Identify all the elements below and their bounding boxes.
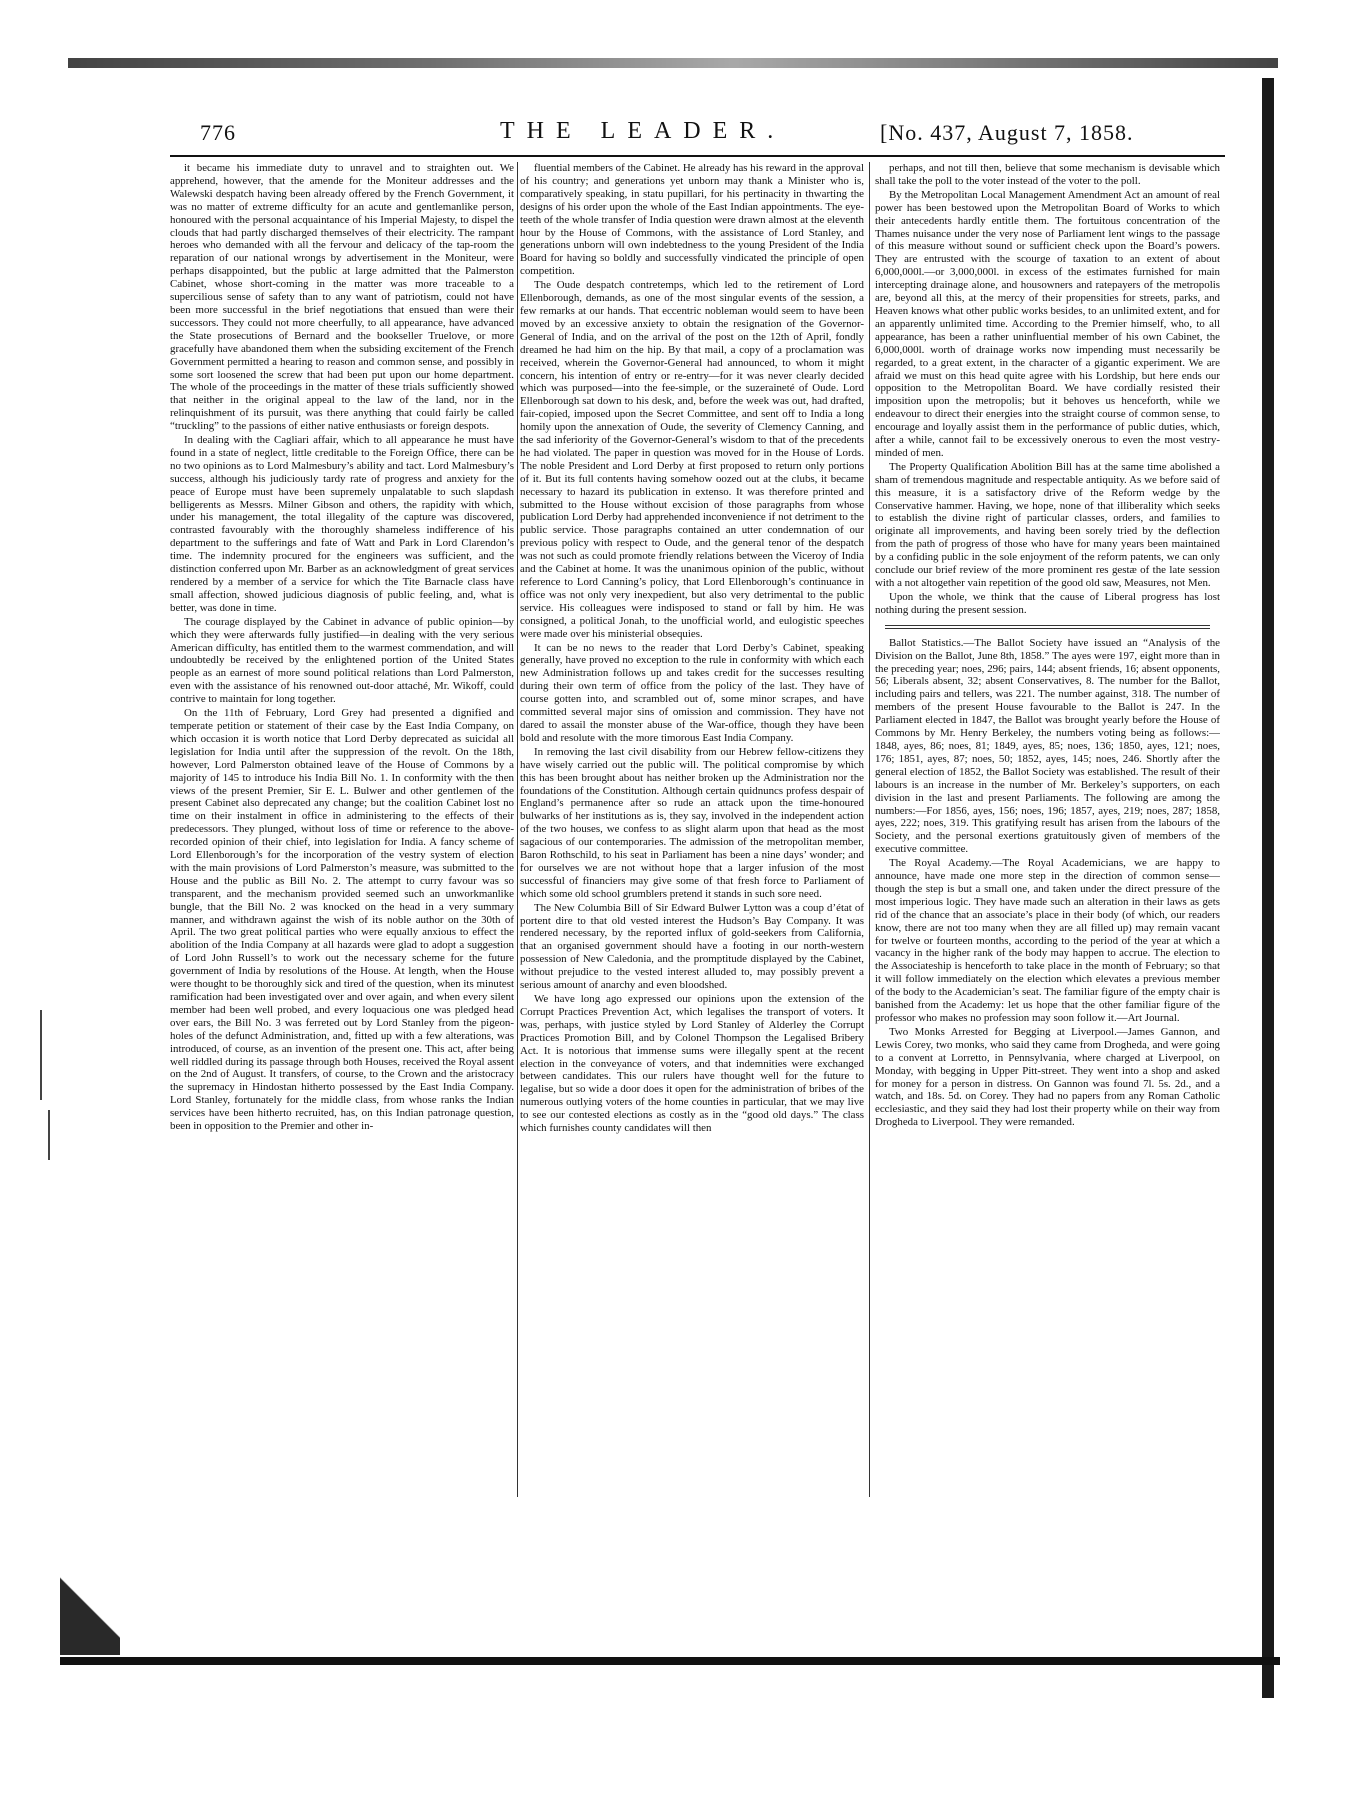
news-item: Two Monks Arrested for Begging at Liverpool.—James Gannon, and Lewis Corey, two monks, who said they came from Drogheda, and were going to a convent at Lorretto, in Pennsylvania, where charged at Liverpool, on Monday, with begging in Upper Pitt-street. They went into a shop and asked for money for a person in distress. On Gannon was found 7l. 5s. 2d., and a watch, and 18s. 5d. on Corey. They had no papers from any Roman Catholic ecclesiastic, and they said they had lost their property while on their way from Drogheda to Liverpool. They were remanded.	[875, 1025, 1220, 1129]
issue-info: [No. 437, August 7, 1858.	[880, 120, 1134, 145]
paragraph: perhaps, and not till then, believe that some mechanism is devisable which shall take the poll to the voter instead of the voter to the poll.	[875, 162, 1220, 187]
paragraph: In removing the last civil disability from our Hebrew fellow-citizens they have wisely carried out the public will. The political compromise by which this has been brought about has neither broken up the Administration nor the foundations of the Constitution. Although certain quidnuncs profess despair of England’s permanence after so rude an attack upon the time-honoured bulwarks of her institutions as is, they say, involved in the independent action of the two houses, we confess to as slight alarm upon that head as the most sagacious of our contemporaries. The admission of the metropolitan member, Baron Rothschild, to his seat in Parliament has been a nine days’ wonder; and for ourselves we are not without hope that a larger infusion of the most successful of financiers may give some of that fresh force to Parliament of which some old school grumblers pretend it stands in such sore need.	[520, 745, 864, 900]
margin-pencil-mark	[48, 1110, 50, 1160]
page-number: 776	[200, 120, 236, 145]
header-rule	[170, 155, 1225, 157]
paragraph: The courage displayed by the Cabinet in advance of public opinion—by which they were afterwards fully justified—in dealing with the very serious American difficulty, has entitled them to the warmest commendation, and will undoubtedly be received by the enlightened portion of the United States people as an earnest of more sound political relations than Lord Palmerston, even with the assistance of his renowned out-door attaché, Mr. Wikoff, could contrive to maintain for long together.	[170, 615, 514, 706]
column-1	[170, 162, 514, 1502]
column-divider	[869, 162, 870, 1497]
news-item: The Royal Academy.—The Royal Academicians, we are happy to announce, have made one more step in the direction of common sense—though the step is but a small one, and taken under the direct pressure of the most imperious logic. They have made such an alteration in their laws as gets rid of the chance that an associate’s place in their body (of which, our readers know, there are not too many when they are all filled up) may remain vacant for twelve or fourteen months, according to the period of the year at which a vacancy in the higher rank of the body may happen to accrue. The election to the Associateship is henceforth to take place in the month of February; so that it will follow immediately on the election which elevates a previous member of the body to the Academician’s seat. The familiar figure of the empty chair is banished from the Academy: let us hope that the other familiar figure of the professor who makes no profession may soon follow it.—Art Journal.	[875, 857, 1220, 1024]
column-divider	[517, 162, 518, 1497]
paragraph: It can be no news to the reader that Lord Derby’s Cabinet, speaking generally, have proved no exception to the rule in conformity with which each new Administration follows up and takes credit for the successes resulting during their own term of office from the policy of the last. They have of course gotten into, and scrambled out of, some minor scrapes, and have committed several major sins of omission and commission. They have not dared to assail the monster abuse of the War-office, though they have been bold and resolute with the more timorous East India Company.	[520, 641, 864, 744]
section-divider	[885, 625, 1210, 629]
right-page-edge	[1262, 78, 1274, 1698]
paragraph: In dealing with the Cagliari affair, which to all appearance he must have found in a state of neglect, little creditable to the Foreign Office, there can be no two opinions as to Lord Malmesbury’s ability and tact. Lord Malmesbury’s success, although his judiciously tardy rate of progress and anxiety for the peace of Europe must have been supremely unpalatable to such slapdash belligerents as Messrs. Milner Gibson and others, the rapidity with which, under his management, the total illegality of the capture was discovered, contrasted favourably with the thoroughly shameless indifference of his department to the sufferings and fate of Watt and Park in Lord Clarendon’s time. The indemnity procured for the engineers was sufficient, and the distinction conferred upon Mr. Barber as an acknowledgment of great services rendered by a member of a service for which the Tite Barnacle class have small affection, showed judicious diagnosis of public feeling, and, what is better, was done in time.	[170, 434, 514, 614]
paragraph: On the 11th of February, Lord Grey had presented a dignified and temperate petition or statement of their case by the East India Company, on which occasion it is worth notice that Lord Derby deprecated as suicidal all legislation for India until after the suppression of the revolt. On the 18th, however, Lord Palmerston obtained leave of the House of Commons by a majority of 145 to introduce his India Bill No. 1. In conformity with the then views of the present Premier, Sir E. L. Bulwer and other gentlemen of the present Cabinet also deprecated any change; but the coalition Cabinet lost no time on their instalment in office in administering to the effects of their predecessors. They plunged, without loss of time or reference to the above-recorded opinion of their chief, into legislation for India. A fancy scheme of Lord Ellenborough’s for the incorporation of the vestry system of election with the main provisions of Lord Palmerston’s measure, was submitted to the House and the public as Bill No. 2. The attempt to curry favour was so transparent, and the mechanism provided seemed such an unworkmanlike bungle, that the Bill No. 2 was knocked on the head in a very summary manner, and withdrawn against the wish of its noble author on the 30th of April. The two great political parties who were equally anxious to effect the abolition of the India Company at all hazards were glad to adopt a suggestion of Lord John Russell’s to work out the necessary scheme for the future government of India by resolutions of the House. At length, when the House were thought to be thoroughly sick and tired of the question, when its minutest ramification had been investigated over and over again, and when every silent member had been well probed, and every loquacious one was pledged head over ears, the Bill No. 3 was ferreted out by Lord Stanley from the pigeon-holes of the defunct Administration, and, fitted up with a few alterations, was introduced, of course, as an invention of the present one. This act, after being well riddled during its passage through both Houses, received the Royal assent on the 2nd of August. It transfers, of course, to the Crown and the aristocracy the supremacy in Hindostan hitherto possessed by the East India Company. Lord Stanley, fortunately for the middle class, from whose ranks the Indian services have been hitherto recruited, has, on this Indian patronage question, been in opposition to the Premier and other in-	[170, 707, 514, 1133]
column-2	[520, 162, 864, 1502]
news-item: Ballot Statistics.—The Ballot Society have issued an “Analysis of the Division on the Ballot, June 8th, 1858.” The ayes were 197, eight more than in the preceding year; noes, 296; pairs, 144; absent friends, 16; absent opponents, 56; Liberals absent, 32; absent Conservatives, 8. The number for the Ballot, including pairs and tellers, was 221. The number against, 318. The number of members of the present House favourable to the Ballot is 247. In the Parliament elected in 1847, the Ballot was brought yearly before the House of Commons by Mr. Henry Berkeley, the numbers voting being as follows:—1848, ayes, 86; noes, 81; 1849, ayes, 85; noes, 136; 1850, ayes, 121; noes, 176; 1851, ayes, 87; noes, 50; 1852, ayes, 145; noes, 246. Shortly after the general election of 1852, the Ballot Society was established. The result of their labours is an increase in the number of Mr. Berkeley’s supporters, on each division in the last and present Parliaments. The following are among the numbers:—For 1856, ayes, 156; noes, 196; 1857, ayes, 219; noes, 287; 1858, ayes, 222; noes, 319. This gratifying result has arisen from the labours of the Society, and the personal exertions gratuitously given of members of the executive committee.	[875, 636, 1220, 856]
paragraph: We have long ago expressed our opinions upon the extension of the Corrupt Practices Prevention Act, which legalises the transport of voters. It was, perhaps, with justice styled by Lord Stanley of Alderley the Corrupt Practices Promotion Bill, and by Colonel Thompson the Legalised Bribery Act. It is notorious that immense sums were illegally spent at the recent election in the conveyance of voters, and that indemnities were exchanged between candidates. This our rulers have thought well for the future to legalise, but so wide a door does it open for the administration of bribes of the numerous outlying voters of the home counties in particular, that we may live to see our contested elections as costly as in the “good old days.” The class which furnishes county candidates will then	[520, 993, 864, 1135]
paragraph: By the Metropolitan Local Management Amendment Act an amount of real power has been bestowed upon the Metropolitan Board of Works to which their antecedents hardly entitle them. The fortuitous concentration of the Thames nuisance under the very nose of Parliament lent wings to the passage of this measure without sound or sufficient check upon the Board’s powers. They are entrusted with the scourge of taxation to an extent of about 6,000,000l.—or 3,000,000l. in excess of the estimates furnished for main intercepting drainage alone, and housowners and ratepayers of the metropolis are, beyond all this, at the mercy of their propensities for streets, parks, and Heaven knows what other public works besides, to an unlimited extent, and for an apparently unlimited time. According to the Premier himself, who, to all appearance, has been a rather uninfluential member of his own Cabinet, the 6,000,000l. worth of drainage works now impending must necessarily be regarded, to a great extent, in the character of a gigantic experiment. We are afraid we must on this head quite agree with his Lordship, but here ends our opposition to the Metropolitan Board. We have cordially resisted their imposition upon the metropolis; but it behoves us henceforth, while we endeavour to direct their energies into the straight course of common sense, to encourage and loyally assist them in the performance of public duties, which, after a while, cannot fail to be excessively onerous to even the most vestry-minded of men.	[875, 188, 1220, 459]
margin-pencil-mark	[40, 1010, 42, 1100]
paragraph: Upon the whole, we think that the cause of Liberal progress has lost nothing during the present session.	[875, 590, 1220, 616]
paragraph: it became his immediate duty to unravel and to straighten out. We apprehend, however, that the amende for the Moniteur addresses and the Walewski despatch having been already offered by the French Government, it was no matter of extreme difficulty for an acute and gentlemanlike person, honoured with the personal acquaintance of his Imperial Majesty, to dispel the clouds that had partly discharged themselves of their electricity. The rampant heroes who demanded with all the fervour and delicacy of the tap-room the reparation of our national wrongs by advertisement in the Moniteur, were perhaps disappointed, but the public at large admitted that the Palmerston Cabinet, whose short-coming in the matter was more traceable to a supercilious sense of safety than to any want of patriotism, could not have been more successful in the brief negotiations that ensued than were their successors. They could not more cheerfully, to all appearance, have advanced the State prosecutions of Bernard and the bookseller Truelove, or more gracefully have abandoned them when the subsiding excitement of the French Government permitted a hearing to reason and common sense, and possibly in some sort loosened the screw that had been put upon our home department. The whole of the proceedings in the matter of these trials sufficiently showed that neither in the original appeal to the law of the land, nor in the relinquishment of its pursuit, was there anything that could fairly be called “truckling” to the passions of either native enthusiasts or foreign despots.	[170, 162, 514, 433]
paragraph: The Oude despatch contretemps, which led to the retirement of Lord Ellenborough, demands, as one of the most singular events of the session, a few remarks at our hands. That eccentric nobleman would seem to have been moved by an excessive anxiety to obtain the resignation of the Governor-General of India, and on the arrival of the post on the 12th of April, fondly dreamed he had him on the hip. By that mail, a copy of a proclamation was received, wherein the Governor-General had announced, to whom it might concern, his intention of entry or re-entry—for it was never clearly decided which was purposed—into the fee-simple, or the suzeraineté of Oude. Lord Ellenborough sat down to his desk, and, before the week was out, had drafted, fair-copied, imposed upon the Secret Committee, and sent off to India a long homily upon the annexation of Oude, the severity of Clemency Canning, and the sad inferiority of the Governor-General’s wisdom to that of the precedents he had violated. The paper in question was moved for in the House of Lords. The noble President and Lord Derby at first proposed to return only portions of it. But its full contents having somehow oozed out at the clubs, it became necessary to hazard its publication in extenso. It was therefore printed and submitted to the House without excision of those paragraphs from whose publication Lord Derby had apprehended inconvenience if not detriment to the public service. Those paragraphs contained an utter condemnation of our previous policy with respect to Oude, and the general tenor of the despatch was not such as could promote friendly relations between the Viceroy of India and the Cabinet at home. It was the unanimous opinion of the public, without reference to Lord Canning’s policy, that Lord Ellenborough’s continuance in office was not only very inexpedient, but also very detrimental to the public service. His colleagues were indisposed to stand or fall by him. He was consigned, a political Jonah, to the unofficial world, and eulogistic speeches were made over his ministerial obsequies.	[520, 279, 864, 640]
page-title: THE LEADER.	[500, 118, 786, 144]
paragraph: The New Columbia Bill of Sir Edward Bulwer Lytton was a coup d’état of portent dire to that old vested interest the Hudson’s Bay Company. It was rendered necessary, by the reported influx of gold-seekers from California, that an organised government should have a footing in our north-western possession of New Caledonia, and the promptitude displayed by the Cabinet, without prejudice to the vested interest alluded to, may possibly prevent a serious amount of anarchy and even bloodshed.	[520, 901, 864, 992]
top-ink-rule	[68, 58, 1278, 68]
paragraph: The Property Qualification Abolition Bill has at the same time abolished a sham of tremendous magnitude and respectable antiquity. As we before said of this measure, it is a satisfactory drive of the Reform wedge by the Conservative hammer. Having, we hope, none of that illiberality which seeks to establish the divine right of particular classes, orders, and families to originate all improvements, and having been sorely tried by the deflection from the path of progress of those who have for many years been maintained by a confiding public in the sole enjoyment of the reform patents, we can only conclude our brief review of the more prominent res gestæ of the late session with a not altogether vain repetition of the good old saw, Measures, not Men.	[875, 460, 1220, 589]
paragraph: fluential members of the Cabinet. He already has his reward in the approval of his country; and generations yet unborn may thank a Minister who is, comparatively speaking, in statu pupillari, for his pertinacity in thwarting the designs of his order upon the whole of the East Indian appointments. The eye-teeth of the whole transfer of India question were drawn almost at the eleventh hour by the House of Commons, with the assistance of Lord Stanley, and generations unborn will own indebtedness to the young President of the India Board for having so boldly and successfully vindicated the principle of open competition.	[520, 162, 864, 278]
bottom-ink-rule	[60, 1657, 1280, 1665]
column-3	[875, 162, 1220, 1502]
corner-ink-mark	[60, 1545, 120, 1655]
